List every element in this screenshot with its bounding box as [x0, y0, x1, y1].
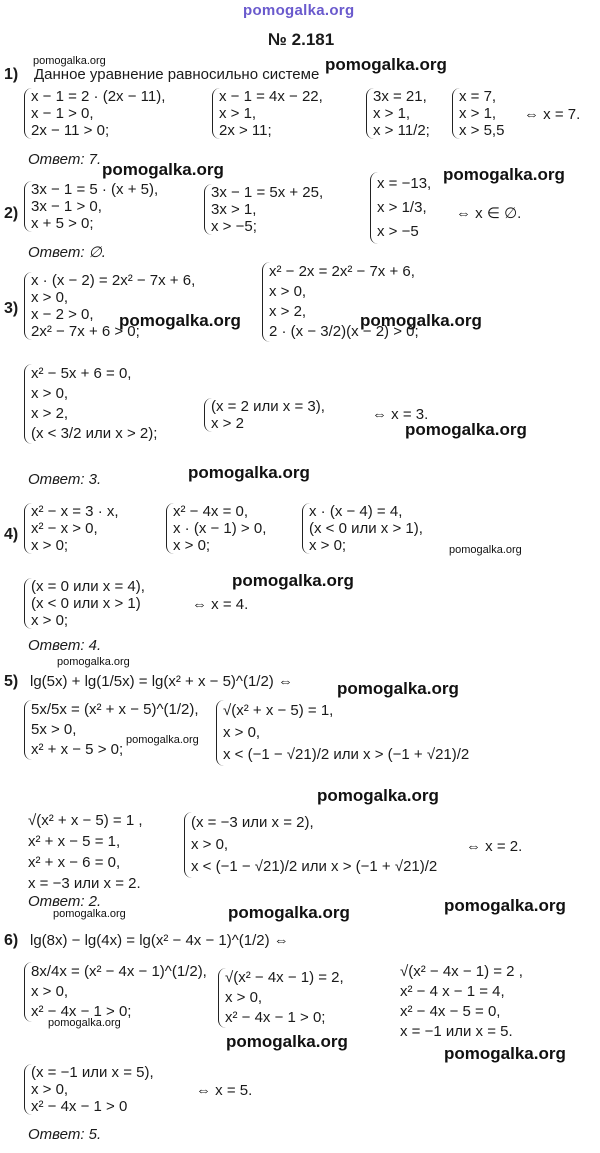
equation-system [262, 262, 419, 342]
equation: x² − 4x − 5 = 0, [400, 1003, 501, 1020]
equation: x² + x − 6 = 0, [28, 854, 121, 871]
equation: x > 0, [269, 283, 307, 300]
equation-system [452, 88, 504, 139]
equation: x² − 4x − 1 > 0; [31, 1003, 132, 1020]
watermark-top[interactable]: pomogalka.org [243, 2, 355, 19]
answer: Ответ: 3. [28, 471, 102, 488]
equation: √(x² + x − 5) = 1, [223, 702, 334, 719]
equation: 5x > 0, [31, 721, 77, 738]
equation: 5x/5x = (x² + x − 5)^(1/2), [31, 701, 199, 718]
equation: 3x > 1, [211, 201, 257, 218]
equation: (x = −3 или x = 2), [191, 814, 314, 831]
equation: x > 0, [31, 1081, 69, 1098]
watermark: pomogalka.org [444, 896, 566, 915]
watermark: pomogalka.org [317, 786, 439, 805]
equation-system [204, 398, 325, 432]
watermark: pomogalka.org [232, 571, 354, 590]
result: ⇔ x = 4. [192, 596, 249, 613]
answer: Ответ: ∅. [28, 244, 106, 261]
equation: x − 1 = 4x − 22, [219, 88, 323, 105]
equation: √(x² + x − 5) = 1 , [28, 812, 143, 829]
problem-number: 4) [4, 526, 19, 543]
equation-system [24, 272, 195, 340]
equation: x² + x − 5 > 0; [31, 741, 124, 758]
equation-system [24, 503, 119, 554]
equation: x > 11/2; [373, 122, 430, 139]
equation-system [218, 968, 344, 1028]
equation: 3x = 21, [373, 88, 427, 105]
watermark: pomogalka.org [48, 1017, 121, 1029]
equation: x = −1 или x = 5. [400, 1023, 513, 1040]
problem-number: 2) [4, 205, 19, 222]
equation: x > 0; [31, 612, 69, 629]
equation: 2x − 11 > 0; [31, 122, 110, 139]
equation: x > 1, [459, 105, 497, 122]
equation: x − 1 > 0, [31, 105, 94, 122]
solution-steps [400, 962, 523, 1042]
equation: x < (−1 − √21)/2 или x > (−1 + √21)/2 [223, 746, 470, 763]
result: ⇔ x = 5. [196, 1082, 253, 1099]
problem-intro: Данное уравнение равносильно системе [34, 66, 320, 83]
equation: x > 1/3, [377, 199, 427, 216]
equation-system [302, 503, 423, 554]
equation: (x = 2 или x = 3), [211, 398, 325, 415]
equation: x² − 5x + 6 = 0, [31, 365, 132, 382]
watermark: pomogalka.org [443, 165, 565, 184]
watermark: pomogalka.org [360, 311, 482, 330]
equation-system [24, 962, 207, 1022]
equation: √(x² − 4x − 1) = 2 , [400, 963, 523, 980]
watermark: pomogalka.org [119, 311, 241, 330]
equation: x > 2 [211, 415, 244, 432]
equation: x > 5,5 [459, 122, 505, 139]
problem-number: 3) [4, 300, 19, 317]
equation: x > 0, [223, 724, 261, 741]
equation: (x = 0 или x = 4), [31, 578, 145, 595]
equation: x > 0; [31, 537, 69, 554]
equation: x² − 4x = 0, [173, 503, 249, 520]
answer: Ответ: 5. [28, 1126, 102, 1143]
equation-system [24, 88, 165, 139]
result: ⇔ x ∈ ∅. [456, 205, 522, 222]
watermark: pomogalka.org [102, 160, 224, 179]
watermark: pomogalka.org [449, 544, 522, 556]
equation: 2 · (x − 3/2)(x − 2) > 0; [269, 323, 419, 340]
equation: x + 5 > 0; [31, 215, 94, 232]
watermark: pomogalka.org [325, 55, 447, 74]
equation: x > 0, [31, 289, 69, 306]
equation: x = 7, [459, 88, 497, 105]
equation: 3x − 1 = 5x + 25, [211, 184, 324, 201]
problem-number: 5) [4, 673, 19, 690]
equation: (x = −1 или x = 5), [31, 1064, 154, 1081]
watermark: pomogalka.org [226, 1032, 348, 1051]
problem-number: 6) [4, 932, 19, 949]
equation: x² + x − 5 = 1, [28, 833, 121, 850]
equation: 2x² − 7x + 6 > 0; [31, 323, 140, 340]
equation: 3x − 1 > 0, [31, 198, 102, 215]
watermark: pomogalka.org [228, 903, 350, 922]
equation: x > 0, [225, 989, 263, 1006]
equation: x − 2 > 0, [31, 306, 94, 323]
equation: (x < 0 или x > 1), [309, 520, 423, 537]
watermark: pomogalka.org [53, 908, 126, 920]
equation-system [216, 700, 469, 766]
equation: x · (x − 1) > 0, [173, 520, 267, 537]
equation: x > 0; [309, 537, 347, 554]
equation: √(x² − 4x − 1) = 2, [225, 969, 344, 986]
equation: x² − 2x = 2x² − 7x + 6, [269, 263, 415, 280]
watermark: pomogalka.org [337, 679, 459, 698]
equation: x > 0, [191, 836, 229, 853]
answer: Ответ: 7. [28, 151, 102, 168]
equation: (x < 3/2 или x > 2); [31, 425, 158, 442]
equation: x > −5; [211, 218, 257, 235]
equation-system [24, 700, 199, 760]
result: ⇔ x = 7. [524, 106, 581, 123]
equation-system [366, 88, 430, 139]
watermark: pomogalka.org [188, 463, 310, 482]
equation-system [24, 181, 158, 232]
equation: x² − x > 0, [31, 520, 98, 537]
answer: Ответ: 2. [28, 893, 102, 910]
watermark: pomogalka.org [126, 734, 199, 746]
equation: x² − 4 x − 1 = 4, [400, 983, 505, 1000]
result: ⇔ x = 2. [466, 838, 523, 855]
equation: x > 0, [31, 385, 69, 402]
equation: x² − 4x − 1 > 0; [225, 1009, 326, 1026]
equation-system [166, 503, 266, 554]
equation: x · (x − 2) = 2x² − 7x + 6, [31, 272, 196, 289]
watermark: pomogalka.org [33, 55, 106, 67]
equation: 8x/4x = (x² − 4x − 1)^(1/2), [31, 963, 207, 980]
equation: x > −5 [377, 223, 419, 240]
solution-steps [28, 810, 143, 894]
equation: x > 0; [173, 537, 211, 554]
equation: x > 2, [31, 405, 69, 422]
equation: x² − x = 3 · x, [31, 503, 119, 520]
equation-system [24, 364, 157, 444]
equation-system [212, 88, 323, 139]
equation: x = −3 или x = 2. [28, 875, 141, 892]
equation: lg(8x) − lg(4x) = lg(x² − 4x − 1)^(1/2) ⇔ [30, 932, 289, 949]
problem-number: 1) [4, 66, 19, 83]
equation: 3x − 1 = 5 · (x + 5), [31, 181, 159, 198]
equation-system [24, 578, 145, 629]
equation: x > 1, [219, 105, 257, 122]
equation: x − 1 = 2 · (2x − 11), [31, 88, 166, 105]
equation-system [204, 184, 323, 235]
result: ⇔ x = 3. [372, 406, 429, 423]
equation: lg(5x) + lg(1/5x) = lg(x² + x − 5)^(1/2) ⇔ [30, 673, 293, 690]
watermark: pomogalka.org [57, 656, 130, 668]
equation: x · (x − 4) = 4, [309, 503, 403, 520]
watermark: pomogalka.org [405, 420, 527, 439]
equation: (x < 0 или x > 1) [31, 595, 141, 612]
equation-system [24, 1064, 154, 1115]
equation: x > 2, [269, 303, 307, 320]
equation: x = −13, [377, 175, 432, 192]
equation: x > 1, [373, 105, 411, 122]
equation-system [370, 172, 431, 244]
page-title: № 2.181 [268, 30, 335, 49]
equation: x² − 4x − 1 > 0 [31, 1098, 128, 1115]
equation-system [184, 812, 437, 878]
answer: Ответ: 4. [28, 637, 102, 654]
equation: x < (−1 − √21)/2 или x > (−1 + √21)/2 [191, 858, 438, 875]
equation: x > 0, [31, 983, 69, 1000]
watermark: pomogalka.org [444, 1044, 566, 1063]
equation: 2x > 11; [219, 122, 272, 139]
